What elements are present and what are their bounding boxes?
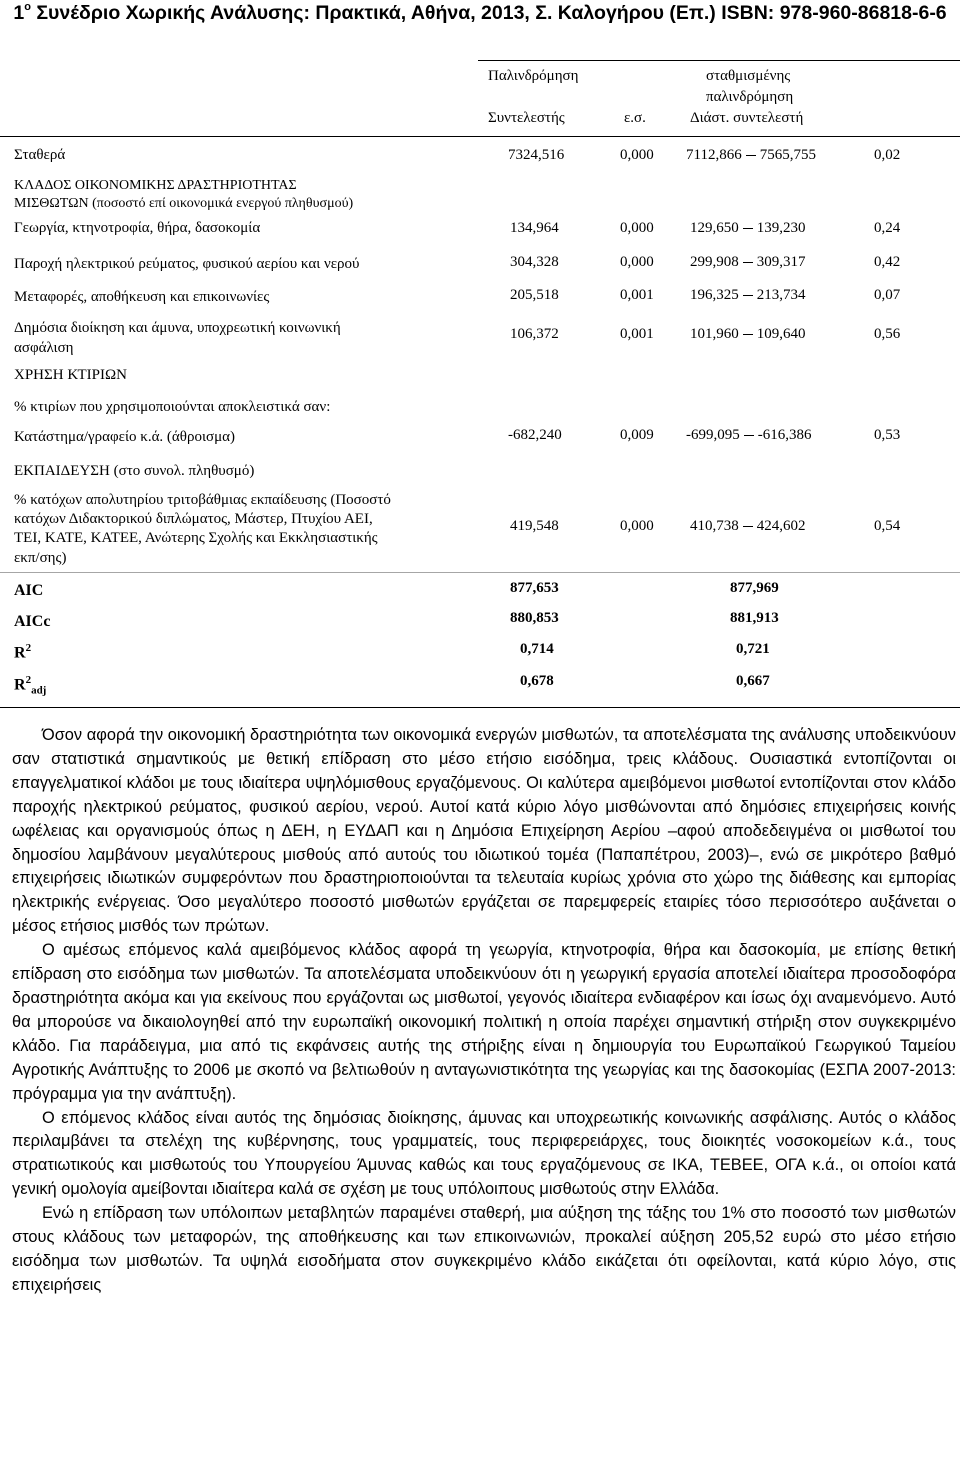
- row-val: 0,54: [874, 518, 901, 534]
- r-sub: adj: [31, 684, 47, 697]
- row-coef: 304,328: [510, 254, 559, 270]
- interval-dash: [746, 155, 756, 156]
- row-interval: [686, 147, 816, 164]
- stat-r2adj-a: 0,678: [520, 673, 554, 689]
- col-header-regression: Παλινδρόμηση: [488, 68, 579, 84]
- row-interval: [690, 254, 806, 271]
- row-hi: -616,386: [757, 427, 812, 443]
- paragraph-2-part-b: με επίσης θετική επίδραση στο εισόδημα των μισθωτών. Τα αποτελέσματα υποδεικνύουν ότι η γεωργική εργασία αποτελεί ιδιαίτερα προσοδοφόρα δραστηριότητα ακόμα και για εκείνους που εργάζονται ως μισθωτοί, γεγονός ιδιαίτερα ενδιαφέρον και ίσως όχι αναμενόμενο. Αυτό θα μπορούσε να δικαιολογηθεί από την ευρωπαϊκή οικονομική πολιτική η οποία παρέχει σημαντική στήριξη στον συγκεκριμένο κλάδο. Για παράδειγμα, μια από τις εκφάνσεις αυτής της στήριξης είναι η δημιουργία του Ευρωπαϊκού Γεωργικού Ταμείου Αγροτικής Ανάπτυξης το 2006 με σκοπό να βελτιωθούν η ανταγωνιστικότητα της γεωργίας και της δασοκομίας (ΕΣΠΑ 2007-2013: πρόγραμμα για την ανάπτυξη).: [12, 941, 956, 1103]
- paragraph-4: Ενώ η επίδραση των υπόλοιπων μεταβλητών παραμένει σταθερή, μια αύξηση της τάξης του 1% στο ποσοστό των μισθωτών στους κλάδους των μεταφορών, της αποθήκευσης και των επικοινωνιών, προκαλεί αύξηση 205,52 ευρώ στο μέσο ετήσιο εισόδημα των μισθωτών. Τα υψηλά εισοδήματα στον συγκεκριμένο κλάδο εικάζεται ότι οφείλονται, κατά κύριο λόγο, στις επιχειρήσεις: [12, 1204, 956, 1294]
- results-table: [0, 60, 960, 708]
- stats-line: [0, 572, 960, 573]
- row-coef: 419,548: [510, 518, 559, 534]
- row-se: 0,001: [620, 287, 654, 303]
- row-hi: 213,734: [756, 287, 806, 303]
- row-hi: 309,317: [756, 254, 806, 270]
- header-number: 1: [13, 2, 25, 24]
- row-lo: 129,650: [690, 220, 739, 236]
- stat-r2-b: 0,721: [736, 641, 770, 657]
- r-sup: 2: [25, 674, 32, 686]
- stat-r2adj-b: 0,667: [736, 673, 770, 689]
- section-heading: ΚΛΑΔΟΣ ΟΙΚΟΝΟΜΙΚΗΣ ΔΡΑΣΤΗΡΙΟΤΗΤΑΣ: [14, 178, 297, 193]
- page-header: [0, 0, 960, 34]
- body-text: [12, 724, 956, 1298]
- row-coef: 7324,516: [508, 147, 565, 163]
- paragraph-3: Ο επόμενος κλάδος είναι αυτός της δημόσιας διοίκησης, άμυνας και υποχρεωτικής κοινωνικής ασφάλισης. Αυτός ο κλάδος περιλαμβάνει τα στελέχη της κυβέρνησης, τους γραμματείς, τους περιφερειάρχες, τους διοικητές νοσοκομείων κ.ά., τους στρατιωτικούς και μισθωτούς του Υπουργείου Άμυνας καθώς και τους εργαζόμενους σε ΙΚΑ, ΤΕΒΕΕ, ΟΓΑ κ.ά., οι οποίοι κατά γενική ομολογία αμείβονται ιδιαίτερα καλά σε σχέση με τους υπόλοιπους μισθωτούς στην Ελλάδα.: [12, 1108, 956, 1199]
- paragraph-2-part-a: Ο αμέσως επόμενος καλά αμειβόμενος κλάδος αφορά τη γεωργία, κτηνοτροφία, θήρα και δασοκομία: [42, 941, 817, 960]
- row-label: Μεταφορές, αποθήκευση και επικοινωνίες: [14, 289, 270, 305]
- stat-label-r2: [14, 642, 31, 662]
- table-top-line: [478, 60, 960, 61]
- stat-label-aicc: AICc: [14, 613, 51, 630]
- section-heading: ΕΚΠΑΙΔΕΥΣΗ (στο συνολ. πληθυσμό): [14, 463, 255, 479]
- interval-dash: [744, 435, 754, 436]
- row-lo: 7112,866: [686, 147, 742, 163]
- row-label-line3: ΤΕΙ, ΚΑΤΕ, ΚΑΤΕΕ, Ανώτερης Σχολής και Εκκλησιαστικής: [14, 530, 378, 546]
- table-bottom-line: [0, 707, 960, 708]
- row-coef: -682,240: [508, 427, 562, 443]
- col-header-weighted-1: σταθμισμένης: [706, 68, 791, 84]
- r-label: R: [14, 676, 26, 694]
- row-label-line4: εκπ/σης): [14, 550, 67, 566]
- paragraph-2-comma: ,: [816, 941, 821, 960]
- stat-aicc-a: 880,853: [510, 610, 559, 626]
- interval-dash: [743, 334, 753, 335]
- col-header-weighted-2: παλινδρόμηση: [706, 89, 794, 105]
- row-label: Γεωργία, κτηνοτροφία, θήρα, δασοκομία: [14, 220, 261, 236]
- row-val: 0,24: [874, 220, 901, 236]
- row-coef: 106,372: [510, 326, 559, 342]
- row-se: 0,000: [620, 220, 654, 236]
- interval-dash: [743, 228, 753, 229]
- interval-dash: [743, 526, 753, 527]
- row-label: % κατόχων απολυτηρίου τριτοβάθμιας εκπαίδευσης (Ποσοστό: [14, 492, 391, 508]
- r-sup: 2: [25, 642, 32, 654]
- row-lo: 299,908: [690, 254, 739, 270]
- row-interval: [690, 326, 806, 343]
- row-se: 0,000: [620, 518, 654, 534]
- stat-r2-a: 0,714: [520, 641, 554, 657]
- section-heading-line2: ΜΙΣΘΩΤΩΝ (ποσοστό επί οικονομικά ενεργού πληθυσμού): [14, 196, 354, 211]
- row-coef: 205,518: [510, 287, 559, 303]
- r-label: R: [14, 644, 26, 662]
- row-label-line2: ασφάλιση: [14, 340, 74, 356]
- row-interval: [690, 220, 806, 237]
- row-interval: [686, 427, 812, 444]
- row-hi: 139,230: [756, 220, 806, 236]
- section-subheading: % κτιρίων που χρησιμοποιούνται αποκλειστικά σαν:: [14, 399, 331, 415]
- row-label: Παροχή ηλεκτρικού ρεύματος, φυσικού αερίου και νερού: [14, 256, 360, 272]
- paragraph-2: [12, 939, 956, 1106]
- row-val: 0,42: [874, 254, 901, 270]
- row-label: Σταθερά: [14, 147, 66, 163]
- row-val: 0,07: [874, 287, 901, 303]
- col-header-coef: Συντελεστής: [488, 110, 565, 126]
- row-lo: 101,960: [690, 326, 739, 342]
- row-val: 0,02: [874, 147, 901, 163]
- row-interval: [690, 287, 806, 304]
- row-hi: 109,640: [756, 326, 806, 342]
- row-label: Δημόσια διοίκηση και άμυνα, υποχρεωτική κοινωνική: [14, 320, 341, 336]
- header-title: Συνέδριο Χωρικής Ανάλυσης: Πρακτικά, Αθήνα, 2013, Σ. Καλογήρου (Επ.) ISBN: 978-960-86818-6-6: [36, 2, 947, 24]
- row-lo: 410,738: [690, 518, 739, 534]
- stat-aic-a: 877,653: [510, 580, 559, 596]
- stat-aic-b: 877,969: [730, 580, 779, 596]
- row-lo: -699,095: [686, 427, 740, 443]
- col-header-interval: Διάστ. συντελεστή: [690, 110, 804, 126]
- col-header-se: ε.σ.: [624, 110, 646, 126]
- row-val: 0,56: [874, 326, 901, 342]
- stat-aicc-b: 881,913: [730, 610, 779, 626]
- row-se: 0,000: [620, 147, 654, 163]
- table-header-line: [0, 136, 960, 137]
- interval-dash: [743, 295, 753, 296]
- row-label-line2: κατόχων Διδακτορικού διπλώματος, Μάστερ, Πτυχίου ΑΕΙ,: [14, 511, 373, 527]
- section-heading: ΧΡΗΣΗ ΚΤΙΡΙΩΝ: [14, 367, 127, 383]
- row-coef: 134,964: [510, 220, 559, 236]
- row-se: 0,009: [620, 427, 654, 443]
- row-hi: 424,602: [756, 518, 806, 534]
- stat-label-aic: AIC: [14, 582, 44, 599]
- row-label: Κατάστημα/γραφείο κ.ά. (άθροισμα): [14, 429, 235, 445]
- row-val: 0,53: [874, 427, 901, 443]
- row-lo: 196,325: [690, 287, 739, 303]
- row-se: 0,001: [620, 326, 654, 342]
- row-interval: [690, 518, 806, 535]
- row-se: 0,000: [620, 254, 654, 270]
- row-hi: 7565,755: [759, 147, 816, 163]
- header-sup: ο: [24, 1, 31, 13]
- paragraph-1: Όσον αφορά την οικονομική δραστηριότητα των οικονομικά ενεργών μισθωτών, τα αποτελέσματα της ανάλυσης υποδεικνύουν σαν στατιστικά σημαντικούς με θετική επίδραση στο μέσο ετήσιο εισόδημα, τρεις κλάδους. Ουσιαστικά εντοπίζονται οι επαγγελματικοί κλάδοι με τους ιδιαίτερα υψηλόμισθους εργαζόμενους. Οι καλύτερα αμειβόμενοι μισθωτοί εντοπίζονται στον κλάδο παροχής ηλεκτρικού ρεύματος, φυσικού αερίου, νερού. Αυτοί κατά κύριο λόγο μισθώνονται από δημόσιες επιχειρήσεις κοινής ωφέλειας και οργανισμούς όπως η ΔΕΗ, η ΕΥΔΑΠ και η Δημόσια Επιχείρηση Αερίου –αφού αποδεδειγμένα οι μισθωτοί του δημοσίου λαμβάνουν μεγαλύτερους μισθούς από αυτούς του ιδιωτικού τομέα (Παπαπέτρου, 2003)–, ενώ σε μικρότερο βαθμό επιχειρήσεις ιδιωτικών συμφερόντων που δραστηριοποιούνται τα τελευταία κυρίως χρόνια στο χώρο της διάθεσης και εμπορίας ηλεκτρικής ενέργειας. Όσο μεγαλύτερο ποσοστό μισθωτών εργάζεται σε παρεμφερείς εταιρίες τόσο περισσότερο αυξάνεται ο μέσος ετήσιος μισθός των πρώτων.: [12, 726, 956, 936]
- stat-label-r2adj: [14, 674, 46, 697]
- interval-dash: [743, 262, 753, 263]
